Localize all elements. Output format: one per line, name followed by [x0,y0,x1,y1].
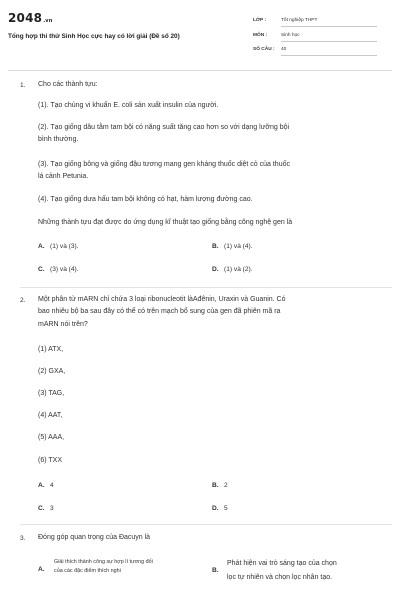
answer-option[interactable] [38,505,54,512]
answer-option[interactable] [212,567,224,574]
meta-count-value: 40 [281,47,377,56]
question-text: (3) TAG, [38,390,65,397]
question-text: mARN nói trên? [38,321,88,328]
answer-text [54,558,204,575]
answer-option[interactable] [212,505,228,512]
answer-option[interactable] [212,243,253,250]
question-text: Những thành tựu đạt được do ứng dụng kĩ thuật tạo giống bằng công nghệ gen là [38,219,293,226]
document-header [0,0,400,68]
question-text: lá cảnh Petunia. [38,173,89,180]
answer-text-line: của các đặc điểm thích nghi [54,567,121,574]
answer-text: (1) và (4). [224,243,253,250]
meta-class [253,18,381,27]
meta-count [253,47,381,56]
meta-count-key: SỐ CÂU : [253,47,275,52]
answer-letter: C. [38,505,45,512]
answer-text-line: Phát hiện vai trò sáng tạo của chọn [227,560,337,567]
logo-suffix: .vn [43,18,53,24]
question-divider [20,524,392,525]
answer-text-line: lọc tự nhiên và chọn lọc nhân tạo. [227,574,333,581]
answer-letter: D. [212,266,219,273]
site-logo[interactable] [8,11,53,25]
answer-text [227,557,392,585]
answer-text: 2 [224,482,228,489]
answer-text: 4 [50,482,54,489]
answer-text: (1) và (3). [50,243,79,250]
question-text: (5) AAA, [38,434,65,441]
question-text: (2). Tạo giống dâu tằm tam bội có năng suất tăng cao hơn so với dạng lưỡng bội [38,124,290,131]
answer-option[interactable] [212,482,228,489]
meta-subject-value: Sinh học [281,33,377,42]
answer-option[interactable] [38,266,79,273]
meta-class-key: LỚP : [253,18,267,23]
answer-option[interactable] [212,266,253,273]
answer-letter: A. [38,566,45,573]
answer-letter: C. [38,266,45,273]
answer-letter: B. [212,482,219,489]
answer-letter: B. [212,567,219,574]
answer-text: (3) và (4). [50,266,79,273]
document-title: Tổng hợp thi thử Sinh Học cực hay có lời giải (Đề số 20) [8,33,180,40]
answer-text: 3 [50,505,54,512]
meta-subject [253,33,381,42]
question-number: 3. [20,535,26,542]
answer-letter: A. [38,243,45,250]
question-text: (4) AAT, [38,412,63,419]
meta-class-value: Tốt nghiệp THPT [281,18,377,27]
logo-text: 2048 [8,11,43,25]
answer-option[interactable] [38,243,79,250]
question-text: bình thường. [38,136,79,143]
answer-text: (1) và (2). [224,266,253,273]
question-text: (4). Tạo giống dưa hấu tam bội không có hạt, hàm lượng đường cao. [38,196,253,203]
question-text: bao nhiêu bộ ba sau đây có thể có trên mạch bổ sung của gen đã phiên mã ra [38,308,281,315]
question-text: Cho các thành tựu: [38,81,98,88]
answer-option[interactable] [38,566,50,573]
question-number: 2. [20,297,26,304]
answer-letter: B. [212,243,219,250]
question-divider [20,287,392,288]
question-text: (2) GXA, [38,368,66,375]
question-text: (6) TXX [38,457,62,464]
question-text: (3). Tạo giống bông và giống đậu tương mang gen kháng thuốc diệt cỏ của thuốc [38,161,290,168]
answer-letter: A. [38,482,45,489]
answer-option[interactable] [38,482,54,489]
answer-letter: D. [212,505,219,512]
answer-text: 5 [224,505,228,512]
question-text: (1). Tạo chủng vi khuẩn E. coli sản xuất insulin của người. [38,102,219,109]
question-number: 1. [20,82,26,89]
question-text: (1) ATX, [38,346,64,353]
question-text: Một phân tử mARN chỉ chứa 3 loại ribonucleotit làAđênin, Uraxin và Guanin. Có [38,296,286,303]
header-divider [8,70,392,71]
answer-text-line: Giải thích thành công sự hợp lí tương đối [54,559,153,565]
question-text: Đóng góp quan trọng của Đacuyn là [38,534,151,541]
meta-subject-key: MÔN : [253,33,268,38]
